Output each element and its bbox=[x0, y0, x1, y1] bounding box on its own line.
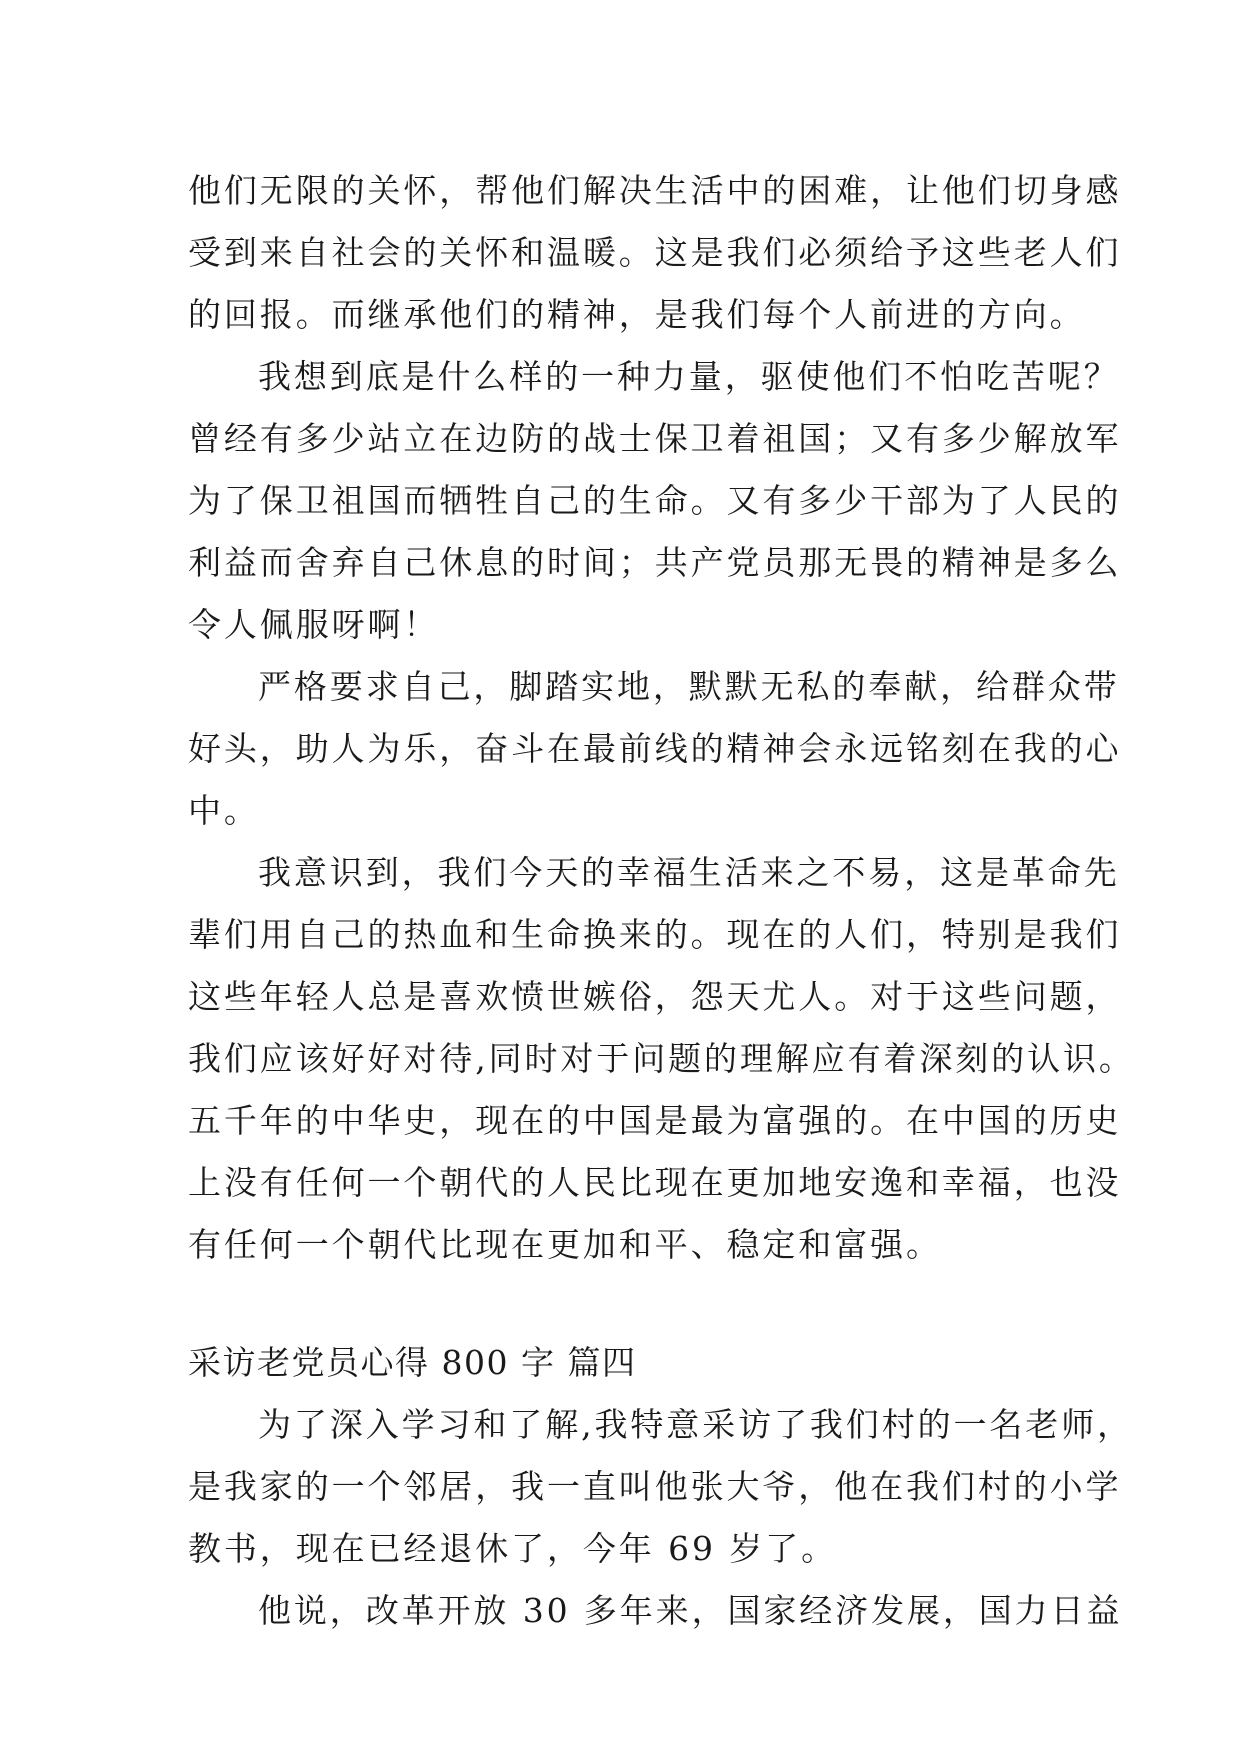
text-line: 我想到底是什么样的一种力量，驱使他们不怕吃苦呢？ bbox=[258, 357, 1120, 396]
text-line: 曾经有多少站立在边防的战士保卫着祖国；又有多少解放军 bbox=[188, 419, 1122, 458]
text-line: 是我家的一个邻居，我一直叫他张大爷，他在我们村的小学 bbox=[188, 1467, 1122, 1506]
text-line: 上没有任何一个朝代的人民比现在更加地安逸和幸福，也没 bbox=[188, 1163, 1122, 1202]
text-line: 教书，现在已经退休了，今年 69 岁了。 bbox=[188, 1529, 837, 1568]
paragraph-4 bbox=[188, 842, 1135, 1276]
text-line: 严格要求自己，脚踏实地，默默无私的奉献，给群众带 bbox=[258, 667, 1120, 706]
paragraph-6 bbox=[188, 1580, 1123, 1642]
text-line: 他说，改革开放 30 多年来，国家经济发展，国力日益 bbox=[258, 1591, 1123, 1630]
text-line: 受到来自社会的关怀和温暖。这是我们必须给予这些老人们 bbox=[188, 233, 1122, 272]
section-heading: 采访老党员心得 800 字 篇四 bbox=[188, 1343, 637, 1382]
paragraph-5 bbox=[188, 1394, 1133, 1580]
text-line: 中。 bbox=[188, 791, 260, 830]
text-line: 辈们用自己的热血和生命换来的。现在的人们，特别是我们 bbox=[188, 915, 1122, 954]
text-line: 我意识到，我们今天的幸福生活来之不易，这是革命先 bbox=[258, 853, 1120, 892]
paragraph-2 bbox=[188, 346, 1122, 656]
text-line: 的回报。而继承他们的精神，是我们每个人前进的方向。 bbox=[188, 295, 1086, 334]
paragraph-1 bbox=[188, 160, 1122, 346]
paragraph-3 bbox=[188, 656, 1122, 842]
text-line: 我们应该好好对待,同时对于问题的理解应有着深刻的认识。 bbox=[188, 1039, 1135, 1078]
text-line: 这些年轻人总是喜欢愤世嫉俗，怨天尤人。对于这些问题， bbox=[188, 977, 1122, 1016]
text-line: 利益而舍弃自己休息的时间；共产党员那无畏的精神是多么 bbox=[188, 543, 1122, 582]
text-line: 为了保卫祖国而牺牲自己的生命。又有多少干部为了人民的 bbox=[188, 481, 1122, 520]
document-page bbox=[188, 160, 1135, 1642]
text-line: 五千年的中华史，现在的中国是最为富强的。在中国的历史 bbox=[188, 1101, 1122, 1140]
text-line: 令人佩服呀啊！ bbox=[188, 605, 440, 644]
text-line: 有任何一个朝代比现在更加和平、稳定和富强。 bbox=[188, 1225, 942, 1264]
text-line: 好头，助人为乐，奋斗在最前线的精神会永远铭刻在我的心 bbox=[188, 729, 1122, 768]
text-line: 他们无限的关怀，帮他们解决生活中的困难，让他们切身感 bbox=[188, 171, 1122, 210]
text-line: 为了深入学习和了解,我特意采访了我们村的一名老师， bbox=[258, 1405, 1133, 1444]
